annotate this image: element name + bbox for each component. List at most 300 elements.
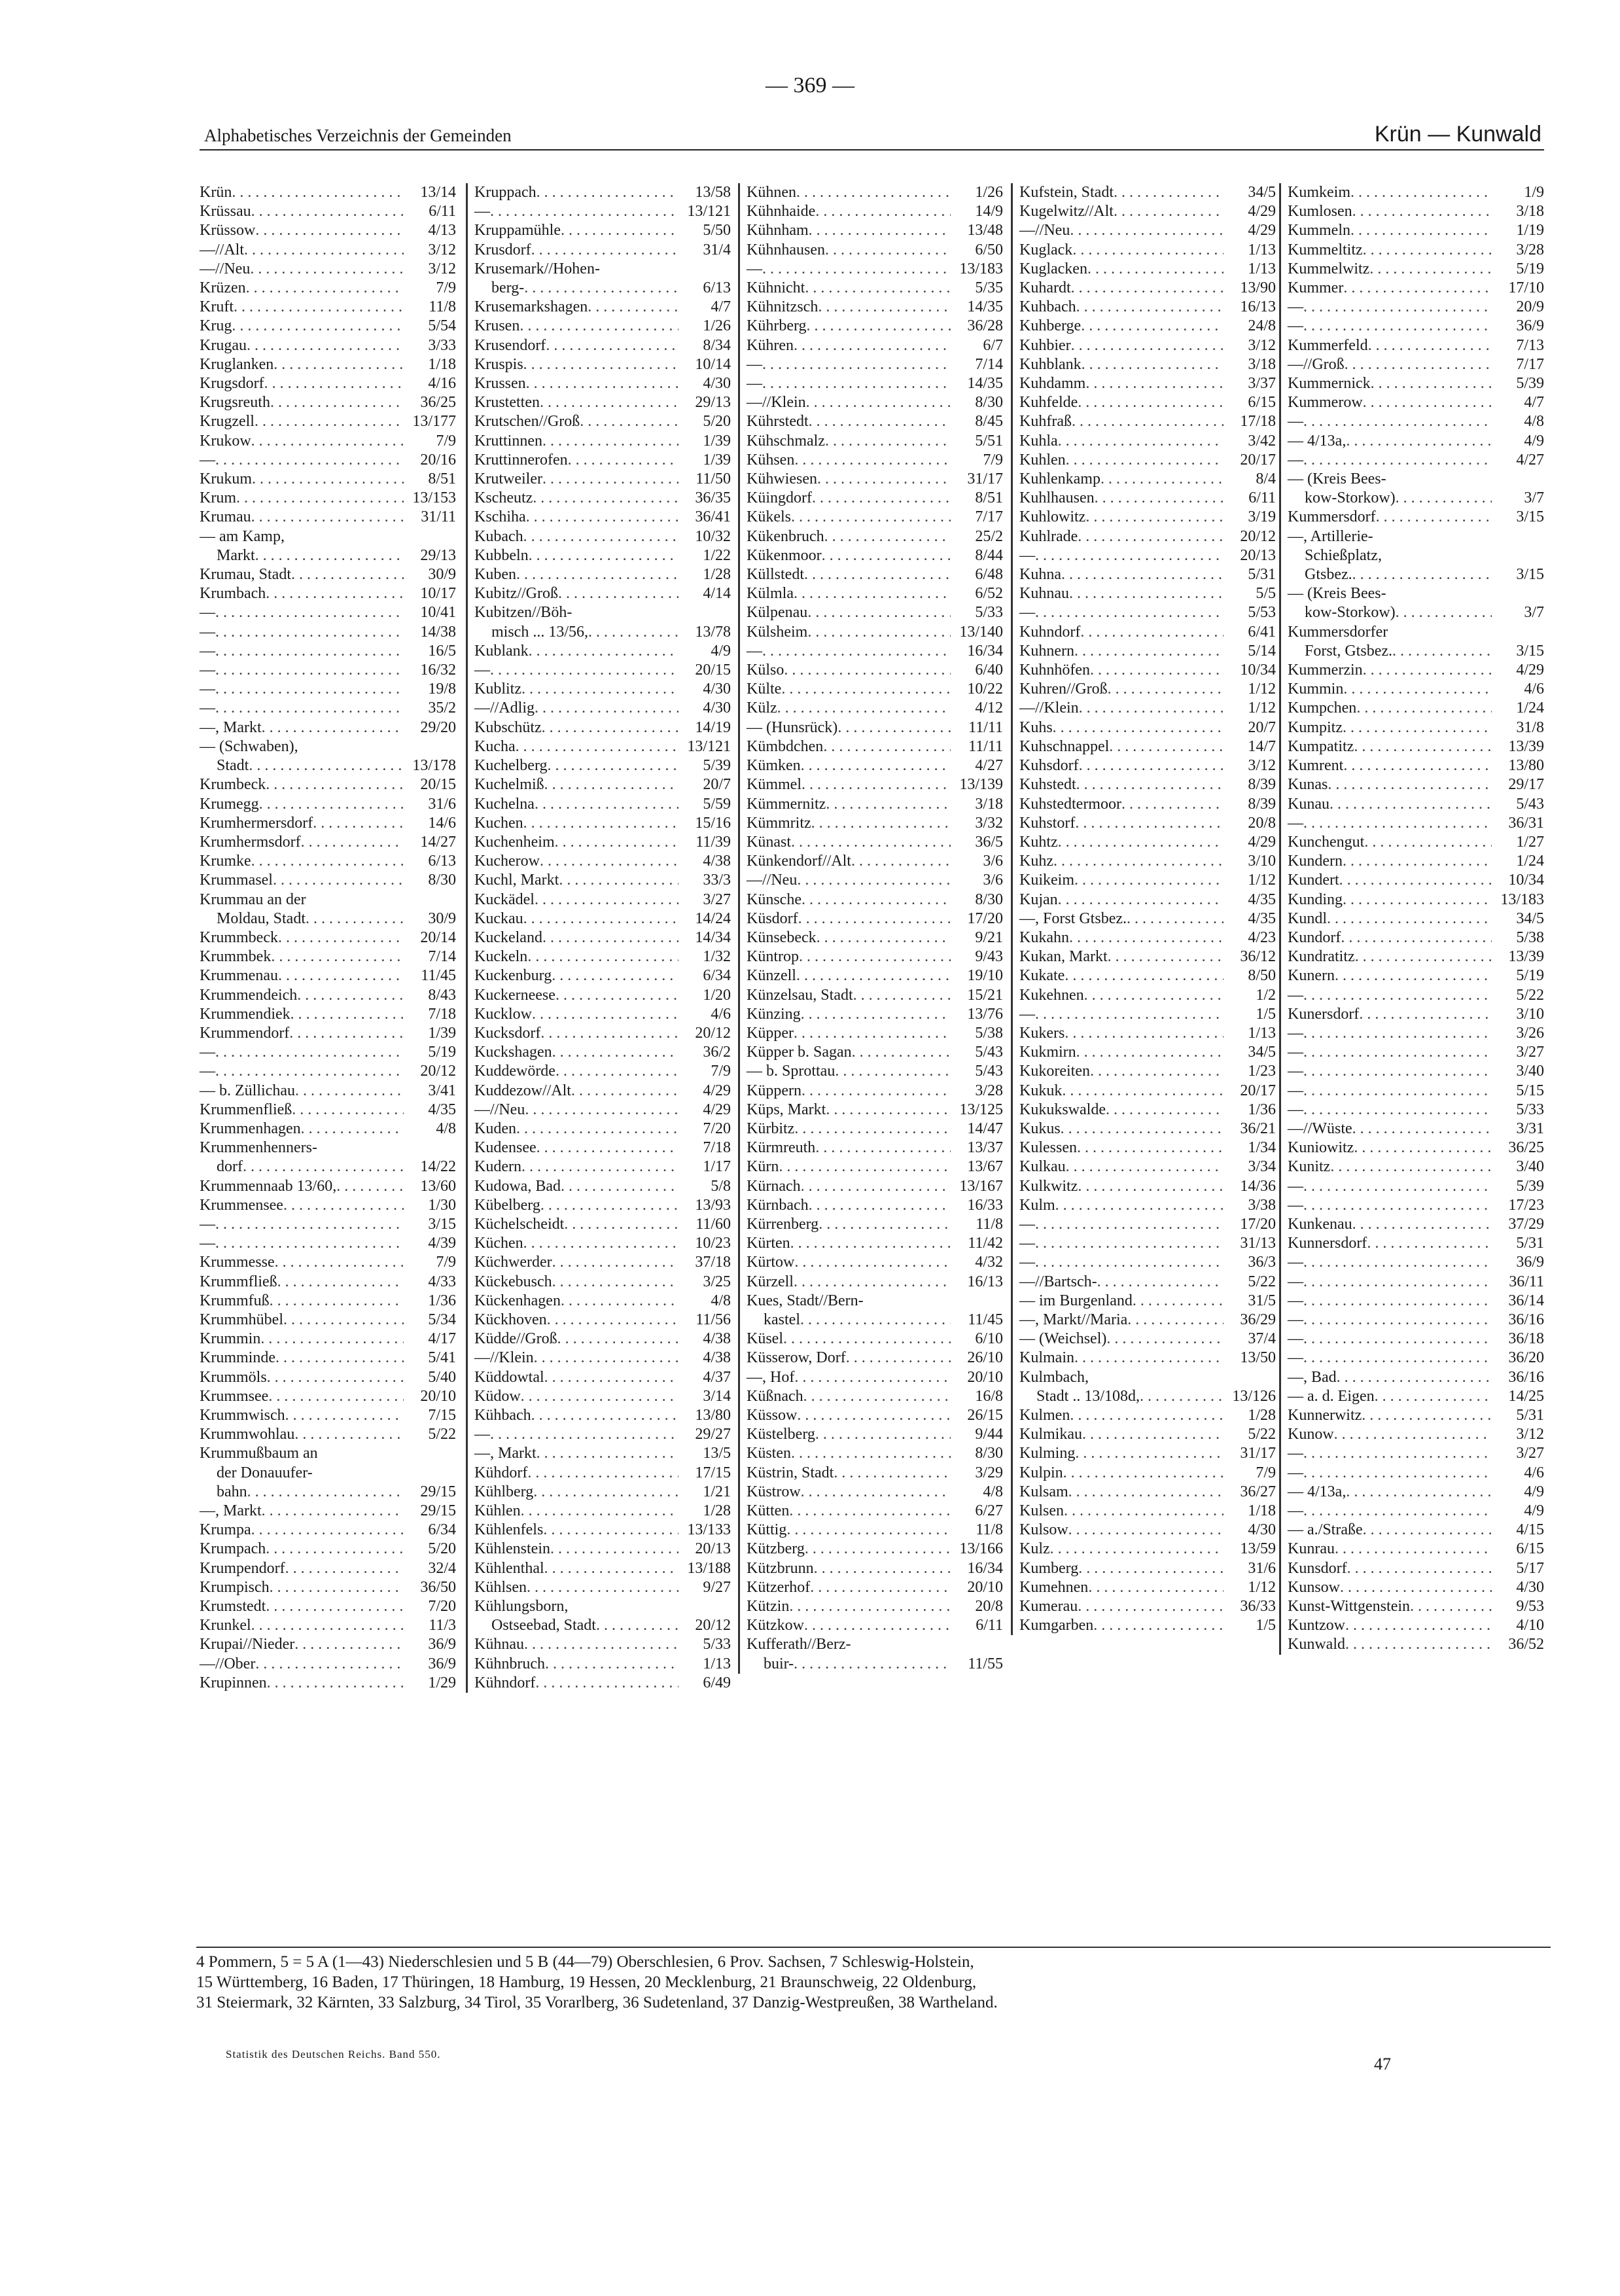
index-entry xyxy=(474,1120,731,1139)
municipality-name: Kühlen xyxy=(474,1502,521,1520)
region-reference: 4/6 xyxy=(1524,680,1544,698)
region-reference: 4/29 xyxy=(1248,222,1276,239)
municipality-name: Krumpisch xyxy=(200,1578,270,1596)
index-entry xyxy=(1019,393,1276,412)
municipality-name: —, Hof xyxy=(747,1368,795,1386)
index-entry xyxy=(747,183,1003,202)
municipality-name: Kukuk xyxy=(1019,1082,1063,1099)
dot-leader xyxy=(550,1540,678,1559)
dot-leader xyxy=(277,1273,404,1292)
dot-leader xyxy=(1337,1368,1492,1387)
dot-leader xyxy=(1101,470,1224,489)
municipality-name: Kühlenthal xyxy=(474,1559,544,1577)
region-reference: 4/9 xyxy=(711,642,731,660)
municipality-name: — xyxy=(200,1235,215,1252)
municipality-name: Kümmernitz xyxy=(747,795,826,813)
dot-leader xyxy=(789,1502,951,1521)
dot-leader xyxy=(784,661,951,680)
dot-leader xyxy=(1359,1005,1492,1024)
region-reference: 4/30 xyxy=(703,375,731,393)
region-reference: 4/29 xyxy=(1248,203,1276,221)
region-reference: 4/15 xyxy=(1516,1521,1544,1539)
dot-leader xyxy=(812,489,951,508)
municipality-name: Kumpitz xyxy=(1288,718,1343,736)
index-entry xyxy=(1019,756,1276,775)
region-reference: 36/50 xyxy=(420,1578,456,1596)
dot-leader xyxy=(555,833,678,852)
municipality-name: — xyxy=(1288,1044,1303,1061)
municipality-name: Kufferath//Berz- xyxy=(747,1636,851,1653)
region-reference: 7/18 xyxy=(703,1139,731,1157)
municipality-name: — xyxy=(1288,1349,1303,1367)
region-reference: 8/51 xyxy=(428,470,456,488)
dot-leader xyxy=(545,1655,678,1674)
index-entry xyxy=(474,1215,731,1234)
municipality-name: Kunitz xyxy=(1288,1158,1331,1176)
dot-leader xyxy=(1068,1521,1224,1540)
municipality-name: Kühnicht xyxy=(747,279,805,297)
index-entry xyxy=(747,1464,1003,1483)
municipality-name: Külsheim xyxy=(747,623,808,641)
municipality-name: —//Neu xyxy=(200,260,251,277)
index-entry xyxy=(200,642,456,661)
region-reference: 6/48 xyxy=(975,566,1003,584)
index-entry xyxy=(1019,1196,1276,1215)
index-entry xyxy=(200,1387,456,1406)
index-entry xyxy=(200,1177,456,1196)
dot-leader xyxy=(215,451,404,470)
index-entry xyxy=(747,1368,1003,1387)
dot-leader xyxy=(260,1330,404,1349)
index-entry xyxy=(1288,1215,1544,1234)
dot-leader xyxy=(794,1253,951,1272)
region-reference: 13/133 xyxy=(687,1521,731,1539)
municipality-name: —//Alt xyxy=(200,241,245,258)
dot-leader xyxy=(234,298,404,317)
municipality-name: — xyxy=(1288,986,1303,1004)
municipality-name: Krugzell xyxy=(200,413,255,431)
dot-leader xyxy=(796,183,951,202)
index-entry xyxy=(1288,871,1544,890)
index-entry xyxy=(474,737,731,756)
index-entry xyxy=(474,1406,731,1425)
dot-leader xyxy=(268,1387,404,1406)
index-entry xyxy=(1288,910,1544,928)
dot-leader xyxy=(523,355,678,374)
region-reference: 32/4 xyxy=(428,1559,456,1577)
region-reference: 14/27 xyxy=(420,833,456,851)
dot-leader xyxy=(540,393,678,412)
dot-leader xyxy=(336,1177,404,1196)
region-reference: 7/9 xyxy=(1256,1464,1276,1481)
index-entry xyxy=(200,1483,456,1502)
dot-leader xyxy=(266,584,404,603)
dot-leader xyxy=(555,1062,678,1081)
municipality-name: Kumberg xyxy=(1019,1559,1079,1577)
index-entry xyxy=(474,661,731,680)
region-reference: 17/20 xyxy=(967,910,1003,927)
index-entry xyxy=(1019,699,1276,718)
index-entry xyxy=(474,1273,731,1292)
municipality-name: Küßnach xyxy=(747,1387,803,1405)
municipality-name: Kuntzow xyxy=(1288,1617,1345,1634)
region-reference: 20/12 xyxy=(695,1024,731,1042)
region-reference: 8/51 xyxy=(975,489,1003,507)
dot-leader xyxy=(521,1387,678,1406)
dot-leader xyxy=(524,1635,678,1654)
index-entry xyxy=(200,986,456,1005)
index-entry xyxy=(474,1502,731,1521)
index-entry xyxy=(1019,1062,1276,1081)
region-reference: 13/177 xyxy=(412,413,456,431)
municipality-name: —//Groß xyxy=(1288,355,1345,373)
dot-leader xyxy=(794,336,951,355)
region-reference: 20/15 xyxy=(420,776,456,794)
index-entry xyxy=(747,451,1003,470)
region-reference: 13/167 xyxy=(959,1177,1003,1195)
municipality-name: — xyxy=(1288,1292,1303,1309)
region-reference: 4/38 xyxy=(703,1349,731,1367)
municipality-name: Kückenhagen xyxy=(474,1292,561,1309)
region-reference: 20/7 xyxy=(703,776,731,794)
region-reference: 31/17 xyxy=(1240,1445,1276,1462)
municipality-name: — (Weichsel) xyxy=(1019,1330,1107,1348)
index-entry xyxy=(1288,508,1544,527)
index-entry xyxy=(1019,1578,1276,1597)
index-entry xyxy=(1288,1616,1544,1635)
index-entry xyxy=(1019,1311,1276,1330)
region-reference: 5/50 xyxy=(703,222,731,239)
region-reference: 20/10 xyxy=(420,1387,456,1405)
municipality-name: —//Bartsch- xyxy=(1019,1273,1097,1290)
region-reference: 1/19 xyxy=(1516,222,1544,239)
index-entry xyxy=(474,1157,731,1176)
index-entry xyxy=(1288,1292,1544,1311)
index-entry xyxy=(747,1196,1003,1215)
region-reference: 5/59 xyxy=(703,795,731,813)
dot-leader xyxy=(1066,1157,1224,1176)
dot-leader xyxy=(1070,221,1224,240)
dot-leader xyxy=(523,527,678,546)
dot-leader xyxy=(809,412,951,431)
region-reference: 6/40 xyxy=(975,662,1003,679)
index-entry xyxy=(200,451,456,470)
dot-leader xyxy=(1392,642,1492,661)
region-reference: 11/39 xyxy=(696,833,731,851)
region-reference: 6/7 xyxy=(983,336,1003,354)
index-entry xyxy=(1288,1444,1544,1463)
municipality-name: Kuhblank xyxy=(1019,355,1082,373)
index-entry xyxy=(474,910,731,928)
index-entry xyxy=(200,527,456,546)
region-reference: 7/9 xyxy=(711,1063,731,1080)
dot-leader xyxy=(825,241,951,260)
municipality-name: Kühren xyxy=(747,336,794,354)
municipality-name: Kulmikau xyxy=(1019,1426,1082,1443)
dot-leader xyxy=(255,546,404,565)
region-reference: 16/13 xyxy=(1240,298,1276,316)
municipality-name: — xyxy=(474,662,490,679)
region-reference: 20/9 xyxy=(1516,298,1544,316)
footnote-line: 4 Pommern, 5 = 5 A (1—43) Niederschlesien und 5 B (44—79) Oberschlesien, 6 Prov. Sachsen, 7 Schleswig-Holstein, xyxy=(196,1953,974,1971)
index-entry xyxy=(1288,202,1544,221)
region-reference: 7/17 xyxy=(975,508,1003,526)
region-reference: 3/6 xyxy=(983,853,1003,870)
region-reference: 1/27 xyxy=(1516,833,1544,851)
dot-leader xyxy=(1303,317,1492,336)
region-reference: 36/25 xyxy=(420,394,456,412)
region-reference: 20/8 xyxy=(1248,814,1276,832)
region-reference: 5/31 xyxy=(1516,1407,1544,1424)
dot-leader xyxy=(835,1062,951,1081)
region-reference: 1/24 xyxy=(1516,699,1544,717)
dot-leader xyxy=(297,986,404,1005)
dot-leader xyxy=(1303,1349,1492,1368)
index-entry xyxy=(200,470,456,489)
dot-leader xyxy=(1065,966,1224,985)
index-entry xyxy=(474,603,731,622)
index-entry xyxy=(1288,775,1544,794)
municipality-name: Krummendiek xyxy=(200,1005,291,1023)
dot-leader xyxy=(525,1101,678,1120)
dot-leader xyxy=(546,336,678,355)
region-reference: 31/13 xyxy=(1240,1235,1276,1252)
region-reference: 1/12 xyxy=(1248,872,1276,889)
dot-leader xyxy=(1355,947,1492,966)
region-reference: 20/14 xyxy=(420,928,456,946)
region-reference: 4/29 xyxy=(1248,833,1276,851)
dot-leader xyxy=(1303,814,1492,833)
region-reference: 3/40 xyxy=(1516,1158,1544,1176)
municipality-name: Kucherow xyxy=(474,853,540,870)
municipality-name: Krugsdorf xyxy=(200,375,264,393)
index-entry xyxy=(200,1540,456,1559)
municipality-name: Künkendorf//Alt xyxy=(747,853,851,870)
dot-leader xyxy=(552,966,678,985)
index-entry xyxy=(747,1101,1003,1120)
municipality-name: Kübelberg xyxy=(474,1196,540,1214)
index-entry xyxy=(200,1292,456,1311)
dot-leader xyxy=(825,432,951,451)
dot-leader xyxy=(529,546,678,565)
index-entry xyxy=(1019,718,1276,737)
index-entry xyxy=(474,1139,731,1157)
region-reference: 35/2 xyxy=(428,699,456,717)
index-entry xyxy=(1288,451,1544,470)
municipality-name: — xyxy=(474,203,490,221)
dot-leader xyxy=(1069,584,1224,603)
municipality-name: Kschiha xyxy=(474,508,526,526)
index-entry xyxy=(200,1139,456,1157)
region-reference: 4/6 xyxy=(711,1005,731,1023)
dot-leader xyxy=(232,317,404,336)
region-reference: 3/34 xyxy=(1248,1158,1276,1176)
index-entry xyxy=(747,891,1003,910)
dot-leader xyxy=(801,891,951,910)
region-reference: 4/39 xyxy=(428,1235,456,1252)
region-reference: 8/39 xyxy=(1248,795,1276,813)
municipality-name: Kunern xyxy=(1288,967,1335,985)
municipality-name: Kubbeln xyxy=(474,546,529,564)
region-reference: 10/41 xyxy=(420,604,456,622)
municipality-name: Kuhbach xyxy=(1019,298,1076,316)
municipality-name: Kummin xyxy=(1288,680,1344,698)
dot-leader xyxy=(1350,183,1492,202)
index-entry xyxy=(747,412,1003,431)
index-entry xyxy=(747,1616,1003,1635)
dot-leader xyxy=(580,412,678,431)
region-reference: 5/53 xyxy=(1248,604,1276,622)
municipality-name: Kummeltitz xyxy=(1288,241,1363,258)
municipality-name: Gtsbez. xyxy=(1305,566,1352,584)
region-reference: 5/39 xyxy=(1516,375,1544,393)
municipality-name: — (Hunsrück) xyxy=(747,718,838,736)
index-entry xyxy=(747,1273,1003,1292)
municipality-name: — xyxy=(747,355,762,373)
municipality-name: Krugau xyxy=(200,336,247,354)
region-reference: 29/17 xyxy=(1508,776,1544,794)
region-reference: 3/15 xyxy=(1516,566,1544,584)
index-entry xyxy=(1288,546,1544,565)
region-reference: 3/12 xyxy=(1248,757,1276,775)
region-reference: 6/13 xyxy=(428,853,456,870)
dot-leader xyxy=(1343,718,1492,737)
dot-leader xyxy=(215,1215,404,1234)
dot-leader xyxy=(1371,374,1492,393)
index-entry xyxy=(200,393,456,412)
dot-leader xyxy=(1078,1559,1224,1578)
region-reference: 5/22 xyxy=(1516,986,1544,1004)
region-reference: 10/14 xyxy=(695,355,731,373)
dot-leader xyxy=(555,986,678,1005)
municipality-name: Kühnhausen xyxy=(747,241,825,258)
region-reference: 36/16 xyxy=(1508,1311,1544,1328)
dot-leader xyxy=(1074,871,1224,890)
municipality-name: Kühlenfels xyxy=(474,1521,544,1539)
index-entry xyxy=(1019,1024,1276,1043)
region-reference: 1/12 xyxy=(1248,680,1276,698)
region-reference: 1/28 xyxy=(703,566,731,584)
region-reference: 36/11 xyxy=(1509,1273,1544,1290)
dot-leader xyxy=(270,393,404,412)
dot-leader xyxy=(1035,603,1224,622)
dot-leader xyxy=(1035,1005,1224,1024)
municipality-name: Künzelsau, Stadt xyxy=(747,986,853,1004)
dot-leader xyxy=(1097,1273,1224,1292)
index-entry xyxy=(474,1292,731,1311)
dot-leader xyxy=(490,661,678,680)
region-reference: 5/8 xyxy=(711,1177,731,1195)
dot-leader xyxy=(762,355,951,374)
region-reference: 20/8 xyxy=(975,1598,1003,1616)
municipality-name: — xyxy=(1019,546,1035,564)
index-entry xyxy=(747,527,1003,546)
dot-leader xyxy=(1074,1349,1224,1368)
region-reference: 20/10 xyxy=(967,1368,1003,1386)
index-entry xyxy=(200,871,456,890)
region-reference: 20/16 xyxy=(420,451,456,468)
region-reference: 11/11 xyxy=(968,718,1003,736)
municipality-name: Kufstein, Stadt xyxy=(1019,184,1114,201)
index-entry xyxy=(1288,1157,1544,1176)
region-reference: 1/24 xyxy=(1516,853,1544,870)
dot-leader xyxy=(1376,508,1492,527)
index-entry xyxy=(1288,527,1544,546)
index-entry xyxy=(200,947,456,966)
municipality-name: Kulmen xyxy=(1019,1407,1070,1424)
municipality-name: Kuchl, Markt xyxy=(474,872,559,889)
dot-leader xyxy=(1035,1215,1224,1234)
region-reference: 29/15 xyxy=(420,1502,456,1520)
index-entry xyxy=(474,527,731,546)
region-reference: 10/34 xyxy=(1508,872,1544,889)
region-reference: 13/183 xyxy=(959,260,1003,277)
municipality-name: Kulpin xyxy=(1019,1464,1063,1481)
region-reference: 4/10 xyxy=(1516,1617,1544,1634)
region-reference: 3/37 xyxy=(1248,375,1276,393)
index-entry xyxy=(747,910,1003,928)
region-reference: 4/12 xyxy=(975,699,1003,717)
municipality-name: Küstrow xyxy=(747,1483,801,1500)
region-reference: 1/22 xyxy=(703,546,731,564)
municipality-name: Külte xyxy=(747,680,782,698)
index-entry xyxy=(200,1120,456,1139)
dot-leader xyxy=(275,1253,404,1272)
municipality-name: Krusdorf xyxy=(474,241,531,258)
dot-leader xyxy=(278,966,404,985)
dot-leader xyxy=(552,1253,678,1272)
region-reference: 13/166 xyxy=(959,1540,1003,1558)
region-reference: 3/18 xyxy=(1516,203,1544,221)
municipality-name: — xyxy=(1288,1196,1303,1214)
dot-leader xyxy=(1133,1292,1224,1311)
index-entry xyxy=(1019,584,1276,603)
municipality-name: Kuhbier xyxy=(1019,336,1071,354)
index-entry xyxy=(1288,1005,1544,1024)
region-reference: 17/15 xyxy=(695,1464,731,1481)
region-reference: 37/4 xyxy=(1248,1330,1276,1348)
dot-leader xyxy=(806,393,951,412)
municipality-name: Kütten xyxy=(747,1502,790,1520)
index-entry xyxy=(1019,527,1276,546)
municipality-name: Krummhübel xyxy=(200,1311,283,1328)
municipality-name: Küssow xyxy=(747,1407,798,1424)
municipality-name: Krumbach xyxy=(200,585,266,603)
dot-leader xyxy=(1074,642,1224,661)
municipality-name: Kümbdchen xyxy=(747,737,824,755)
region-reference: 1/36 xyxy=(1248,1101,1276,1118)
region-reference: 9/44 xyxy=(975,1426,1003,1443)
municipality-name: Kuckeln xyxy=(474,948,528,966)
region-reference: 1/34 xyxy=(1248,1139,1276,1157)
municipality-name: Küsel xyxy=(747,1330,783,1348)
region-reference: 4/29 xyxy=(703,1082,731,1099)
index-entry xyxy=(747,1157,1003,1176)
municipality-name: Kulmbach, xyxy=(1019,1368,1089,1386)
municipality-name: Kühnbruch xyxy=(474,1655,545,1672)
dot-leader xyxy=(542,432,678,451)
index-entry xyxy=(1288,891,1544,910)
index-entry xyxy=(200,1005,456,1024)
dot-leader xyxy=(1345,355,1492,374)
index-entry xyxy=(474,775,731,794)
municipality-name: Kuhnern xyxy=(1019,642,1074,660)
dot-leader xyxy=(1396,489,1492,508)
municipality-name: Kunnerwitz xyxy=(1288,1407,1362,1424)
index-entry xyxy=(474,1444,731,1463)
municipality-name: kastel xyxy=(764,1311,800,1328)
municipality-name: Krustetten xyxy=(474,394,540,412)
